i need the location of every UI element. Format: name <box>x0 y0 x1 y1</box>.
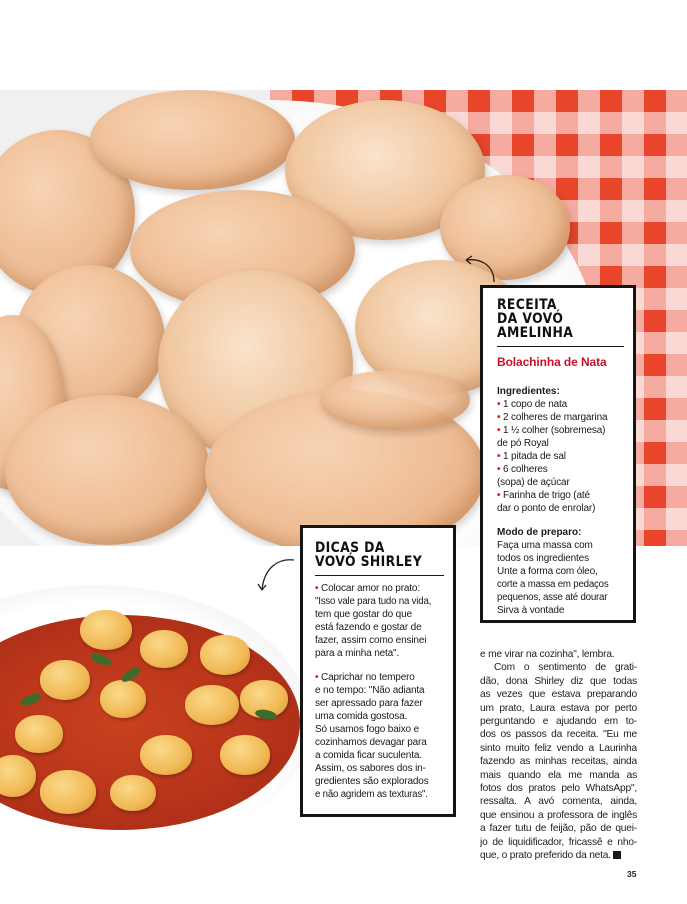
list-item <box>497 424 624 437</box>
ingredients-heading: Ingredientes: <box>497 386 560 397</box>
method-line: pequenos, asse até dourar <box>497 592 608 603</box>
article-line: que ensinou a professora de inglês <box>480 809 637 821</box>
list-item-continued: (sopa) de açúcar <box>497 477 570 488</box>
gnocchi <box>40 660 90 700</box>
box-title <box>497 298 618 340</box>
gnocchi <box>140 735 192 775</box>
tip-line: ser apressado para fazer <box>315 698 423 709</box>
article-line: um prato, Laura estava por perto <box>480 702 637 714</box>
article-line: ressalta. A avó comenta, ainda, <box>480 796 637 808</box>
list-item-text: 1 copo de nata <box>503 399 568 410</box>
article-line: jo de liquidificador, fricassê e nho- <box>480 836 637 848</box>
list-item-text: 1 ½ colher (sobremesa) <box>503 425 606 436</box>
article-line: dos os passos da receita. "Eu me <box>480 729 637 741</box>
pointer-arrow-icon <box>254 556 298 596</box>
tip-1 <box>315 582 444 660</box>
tip-text: Colocar amor no prato: <box>321 583 420 594</box>
recipe-box-amelinha <box>480 285 636 623</box>
bullet-icon: • <box>497 451 501 462</box>
tip-line: está fazendo e gostar de <box>315 622 422 633</box>
article-line: sinto muito feliz vendo a Laurinha <box>480 742 637 754</box>
list-item-text: 6 colheres <box>503 464 548 475</box>
article-line-final <box>480 849 637 862</box>
bullet-icon: • <box>497 464 501 475</box>
gnocchi <box>185 685 239 725</box>
list-item <box>497 398 624 411</box>
method-line: corte a massa em pedaços <box>497 579 609 590</box>
article-line: perguntando e ajudando em to- <box>480 716 637 728</box>
article-line-text: que, o prato preferido da neta. <box>480 850 611 862</box>
article-body <box>480 648 637 863</box>
box-title-line: AMELINHA <box>497 325 574 341</box>
list-item <box>497 463 624 476</box>
list-item <box>497 489 624 502</box>
divider <box>497 346 624 347</box>
divider <box>315 575 444 576</box>
box-title-line: RECEITA <box>497 297 557 313</box>
gnocchi <box>220 735 270 775</box>
bullet-icon: • <box>315 672 319 683</box>
list-item-text: 1 pitada de sal <box>503 451 566 462</box>
tip-text: Caprichar no tempero <box>321 672 415 683</box>
tip-line: e não agridem as texturas". <box>315 789 428 800</box>
bullet-icon: • <box>315 583 319 594</box>
page-number: 35 <box>627 869 637 879</box>
gnocchi <box>15 715 63 753</box>
gnocchi <box>140 630 188 668</box>
article-line: Com o sentimento de grati- <box>494 662 637 674</box>
tip-line: para a minha neta". <box>315 648 400 659</box>
gnocchi <box>200 635 250 675</box>
box-title-line: DICAS DA <box>315 540 385 556</box>
list-item <box>497 411 624 424</box>
list-item-text: Farinha de trigo (até <box>503 490 590 501</box>
tip-line: Assim, os sabores dos in- <box>315 763 426 774</box>
tip-line: uma comida gostosa. <box>315 711 408 722</box>
article-line: as vezes que estava preparando <box>480 689 637 701</box>
tip-line <box>315 671 444 684</box>
bullet-icon: • <box>497 490 501 501</box>
biscuit <box>320 370 470 430</box>
list-item-continued: de pó Royal <box>497 438 549 449</box>
list-item-text: 2 colheres de margarina <box>503 412 608 423</box>
bullet-icon: • <box>497 412 501 423</box>
method-text <box>497 539 624 617</box>
article-line: fazendo as minhas receitas, ainda <box>480 756 637 768</box>
tip-2 <box>315 671 444 801</box>
bullet-icon: • <box>497 425 501 436</box>
list-item <box>497 450 624 463</box>
method-line: Sirva à vontade <box>497 605 565 616</box>
article-line: dão, dona Shirley diz que todas <box>480 675 637 687</box>
article-line: mais quando ela me manda as <box>480 769 637 781</box>
tip-line: Só usamos fogo baixo e <box>315 724 419 735</box>
tip-line: a comida ficar suculenta. <box>315 750 422 761</box>
pointer-arrow-icon <box>458 252 502 286</box>
tip-line: e no tempo: "Não adianta <box>315 685 425 696</box>
tip-line: "Isso vale para tudo na vida, <box>315 596 432 607</box>
tip-line <box>315 582 444 595</box>
tips-box-shirley <box>300 525 456 817</box>
photo-gnocchi <box>0 585 310 865</box>
bullet-icon: • <box>497 399 501 410</box>
method-line: todos os ingredientes <box>497 553 589 564</box>
recipe-name: Bolachinha de Nata <box>497 355 607 369</box>
biscuit <box>5 395 210 545</box>
method-line: Unte a forma com óleo, <box>497 566 598 577</box>
method-heading: Modo de preparo: <box>497 527 582 538</box>
box-title <box>315 541 438 569</box>
biscuit <box>90 90 295 190</box>
gnocchi <box>80 610 132 650</box>
list-item-continued: dar o ponto de enrolar) <box>497 503 596 514</box>
tip-line: gredientes são explorados <box>315 776 429 787</box>
article-line: e me virar na cozinha", lembra. <box>480 649 615 660</box>
tip-line: fazer, assim como ensinei <box>315 635 427 646</box>
box-title-line: VOVÓ SHIRLEY <box>315 554 423 570</box>
tip-line: tem que gostar do que <box>315 609 412 620</box>
end-of-article-icon <box>613 851 621 859</box>
article-line: fotos dos pratos pelo WhatsApp", <box>480 783 637 795</box>
gnocchi <box>100 680 146 718</box>
gnocchi <box>40 770 96 814</box>
article-line: a fazer tutu de feijão, pão de quei- <box>480 823 637 835</box>
box-title-line: DA VOVÓ <box>497 311 564 327</box>
ingredients-list <box>497 398 624 515</box>
tip-line: cozinhamos devagar para <box>315 737 427 748</box>
gnocchi <box>110 775 156 811</box>
method-line: Faça uma massa com <box>497 540 593 551</box>
